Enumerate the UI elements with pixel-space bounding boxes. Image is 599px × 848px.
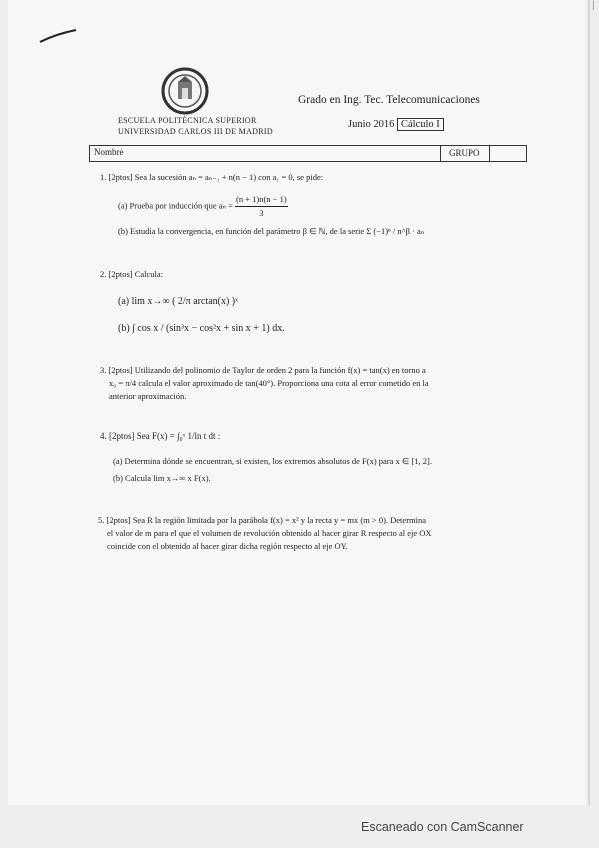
problem-text-line-3: anterior aproximación. xyxy=(109,391,187,401)
problem-text: [2ptos] Sea la sucesión aₙ = aₙ₋₁ + n(n − 1) con a₁ = 0, se pide: xyxy=(108,172,324,182)
problem-number: 2. xyxy=(100,269,107,279)
name-bar xyxy=(89,145,527,162)
problem-1-intro xyxy=(100,171,323,184)
scanner-watermark: Escaneado con CamScanner xyxy=(361,820,524,834)
exam-date: Junio 2016 xyxy=(348,119,395,130)
problem-2b: (b) ∫ cos x / (sin³x − cos²x + sin x + 1) dx. xyxy=(118,323,285,334)
fraction xyxy=(235,193,288,220)
university-line: UNIVERSIDAD CARLOS III DE MADRID xyxy=(118,127,273,136)
problem-1a xyxy=(118,193,288,220)
school-name xyxy=(118,115,273,137)
name-label: Nombre xyxy=(94,147,124,157)
group-label: GRUPO xyxy=(440,146,490,161)
denominator: 3 xyxy=(259,208,264,218)
scan-edge xyxy=(588,0,590,805)
series-expression: Σ (−1)ⁿ / n^β · aₙ xyxy=(366,226,425,236)
university-logo-icon xyxy=(158,66,212,116)
problem-text-line-2: x₀ = π/4 calcula el valor aproximado de tan(40°). Proporciona una cota al error cometido en la xyxy=(109,378,429,388)
problem-4a: (a) Determina dónde se encuentran, si existen, los extremos absolutos de F(x) para x ∈ [1, 2]. xyxy=(113,456,432,466)
degree-title: Grado en Ing. Tec. Telecomunicaciones xyxy=(298,94,480,106)
item-b-text: (b) Estudia la convergencia, en función del parámetro β ∈ ℕ, de la serie xyxy=(118,226,365,236)
problem-text-line-1: [2ptos] Utilizando del polinomio de Taylor de orden 2 para la función f(x) = tan(x) en torno a xyxy=(108,365,426,375)
problem-2a: (a) lim x→∞ ( 2/π arctan(x) )ˣ xyxy=(118,296,239,307)
problem-number: 1. xyxy=(100,172,107,182)
problem-text-line-1: [2ptos] Sea R la región limitada por la parábola f(x) = x² y la recta y = mx (m > 0). Determina xyxy=(106,515,427,525)
problem-4-intro xyxy=(100,430,220,443)
problem-3 xyxy=(100,364,429,403)
problem-4b: (b) Calcula lim x→∞ x F(x). xyxy=(113,473,211,483)
problem-text-line-3: coincide con el obtenido al hacer girar dicha región respecto al eje OY. xyxy=(107,541,348,551)
problem-1b xyxy=(118,225,424,238)
exam-info xyxy=(348,119,444,130)
problem-number: 3. xyxy=(100,365,107,375)
numerator: (n + 1)n(n − 1) xyxy=(235,193,288,207)
problem-5 xyxy=(98,514,432,553)
problem-2-intro xyxy=(100,268,163,281)
course-box: Cálculo I xyxy=(397,118,444,131)
problem-text-line-2: el valor de m para el que el volumen de revolución obtenido al hacer girar R respecto al eje OX xyxy=(107,528,432,538)
problem-text: [2ptos] Calcula: xyxy=(108,269,164,279)
pen-stroke xyxy=(38,28,80,44)
problem-number: 5. xyxy=(98,515,105,525)
corner-mark: | xyxy=(591,0,595,11)
problem-text: [2ptos] Sea F(x) = ∫₀ˣ 1/ln t dt : xyxy=(109,431,221,441)
problem-number: 4. xyxy=(100,431,107,441)
item-a-text: (a) Prueba por inducción que aₙ = xyxy=(118,200,233,211)
school-line: ESCUELA POLITÉCNICA SUPERIOR xyxy=(118,116,257,125)
